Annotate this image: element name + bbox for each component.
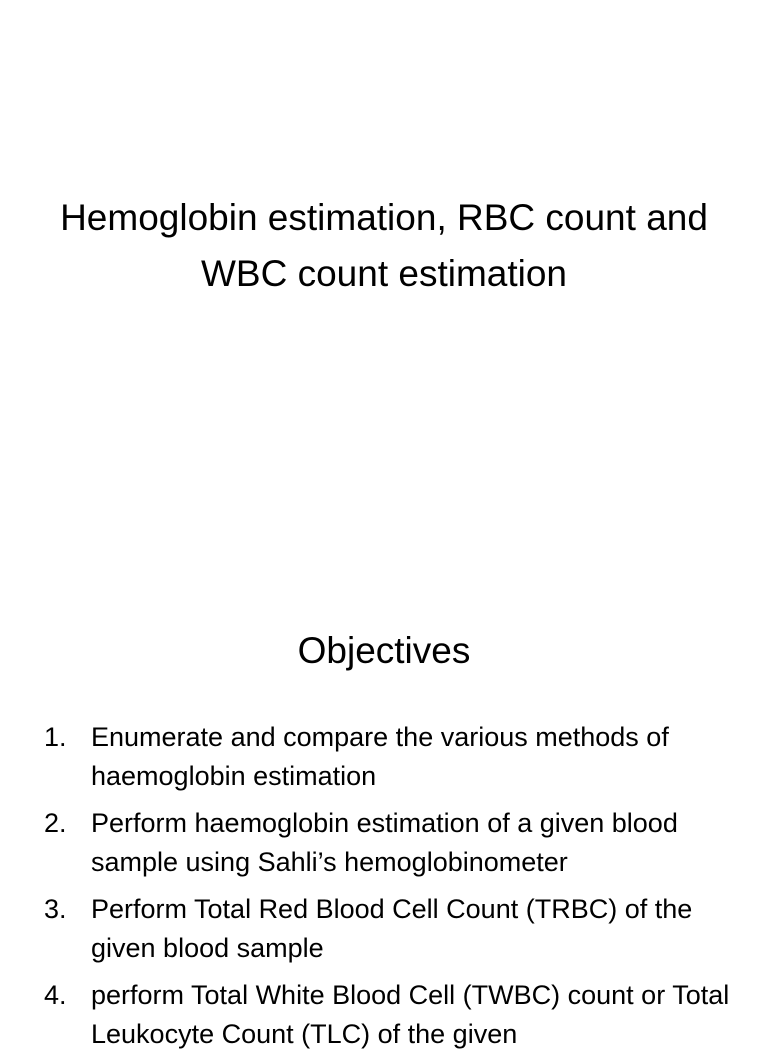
objectives-heading: Objectives xyxy=(297,630,471,671)
objective-text: Enumerate and compare the various methods of haemoglobin estimation xyxy=(91,722,669,791)
objective-item xyxy=(44,976,744,1054)
objective-item xyxy=(44,804,744,882)
objective-number: 2. xyxy=(44,808,67,838)
objective-number: 3. xyxy=(44,894,67,924)
objective-item xyxy=(44,890,744,968)
objective-number: 4. xyxy=(44,980,67,1010)
objective-text: Perform Total Red Blood Cell Count (TRBC) of the given blood sample xyxy=(91,894,693,963)
objectives-slide xyxy=(0,576,768,1049)
objective-text: perform Total White Blood Cell (TWBC) count or Total Leukocyte Count (TLC) of the given xyxy=(91,980,730,1049)
objective-number: 1. xyxy=(44,722,67,752)
slide-title: Hemoglobin estimation, RBC count and WBC count estimation xyxy=(60,197,708,294)
objective-text: Perform haemoglobin estimation of a given blood sample using Sahli’s hemoglobinometer xyxy=(91,808,678,877)
objective-item xyxy=(44,718,744,796)
objectives-list xyxy=(44,718,744,1062)
